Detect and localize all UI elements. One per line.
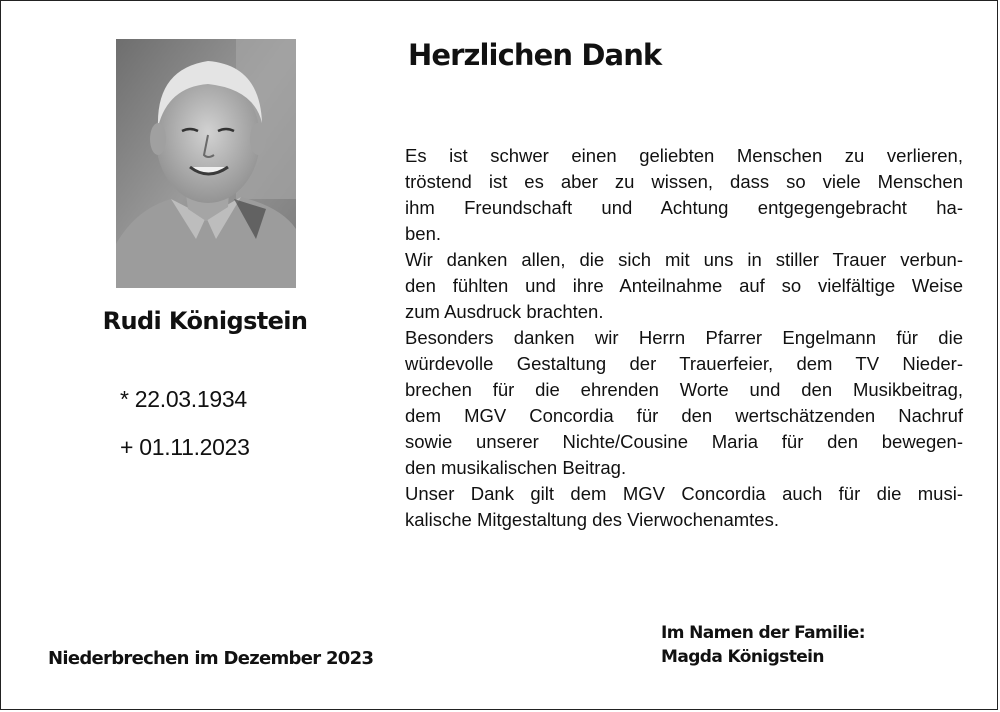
notice-line: dem MGV Concordia für den wertschätzenden Nachruf <box>405 405 963 426</box>
notice-line: zum Ausdruck brachten. <box>405 301 604 322</box>
notice-line: brechen für die ehrenden Worte und den Musikbeitrag, <box>405 379 963 400</box>
notice-line: den fühlten und ihre Anteilnahme auf so vielfältige Weise <box>405 275 963 296</box>
portrait-photo <box>116 39 296 288</box>
notice-line: Wir danken allen, die sich mit uns in stiller Trauer verbun- <box>405 249 963 270</box>
birth-date: * 22.03.1934 <box>120 386 247 412</box>
notice-text <box>405 143 963 533</box>
deceased-name: Rudi Königstein <box>102 307 308 335</box>
notice-line: Unser Dank gilt dem MGV Concordia auch für die musi- <box>405 483 963 504</box>
death-date: + 01.11.2023 <box>120 434 250 460</box>
signature-block <box>661 621 865 669</box>
place-date: Niederbrechen im Dezember 2023 <box>48 648 374 669</box>
notice-line: sowie unserer Nichte/Cousine Maria für den bewegen- <box>405 431 963 452</box>
notice-line: kalische Mitgestaltung des Vierwochenamtes. <box>405 509 779 530</box>
notice-heading: Herzlichen Dank <box>408 38 662 72</box>
notice-line: ben. <box>405 223 442 244</box>
notice-line: Besonders danken wir Herrn Pfarrer Engelmann für die <box>405 327 963 348</box>
notice-line: ihm Freundschaft und Achtung entgegengebracht ha- <box>405 197 963 218</box>
notice-line: den musikalischen Beitrag. <box>405 457 627 478</box>
signature-name: Magda Königstein <box>661 647 824 667</box>
notice-line: tröstend ist es aber zu wissen, dass so viele Menschen <box>405 171 963 192</box>
notice-line: würdevolle Gestaltung der Trauerfeier, dem TV Nieder- <box>405 353 963 374</box>
signature-intro: Im Namen der Familie: <box>661 623 865 643</box>
notice-line: Es ist schwer einen geliebten Menschen zu verlieren, <box>405 145 963 166</box>
